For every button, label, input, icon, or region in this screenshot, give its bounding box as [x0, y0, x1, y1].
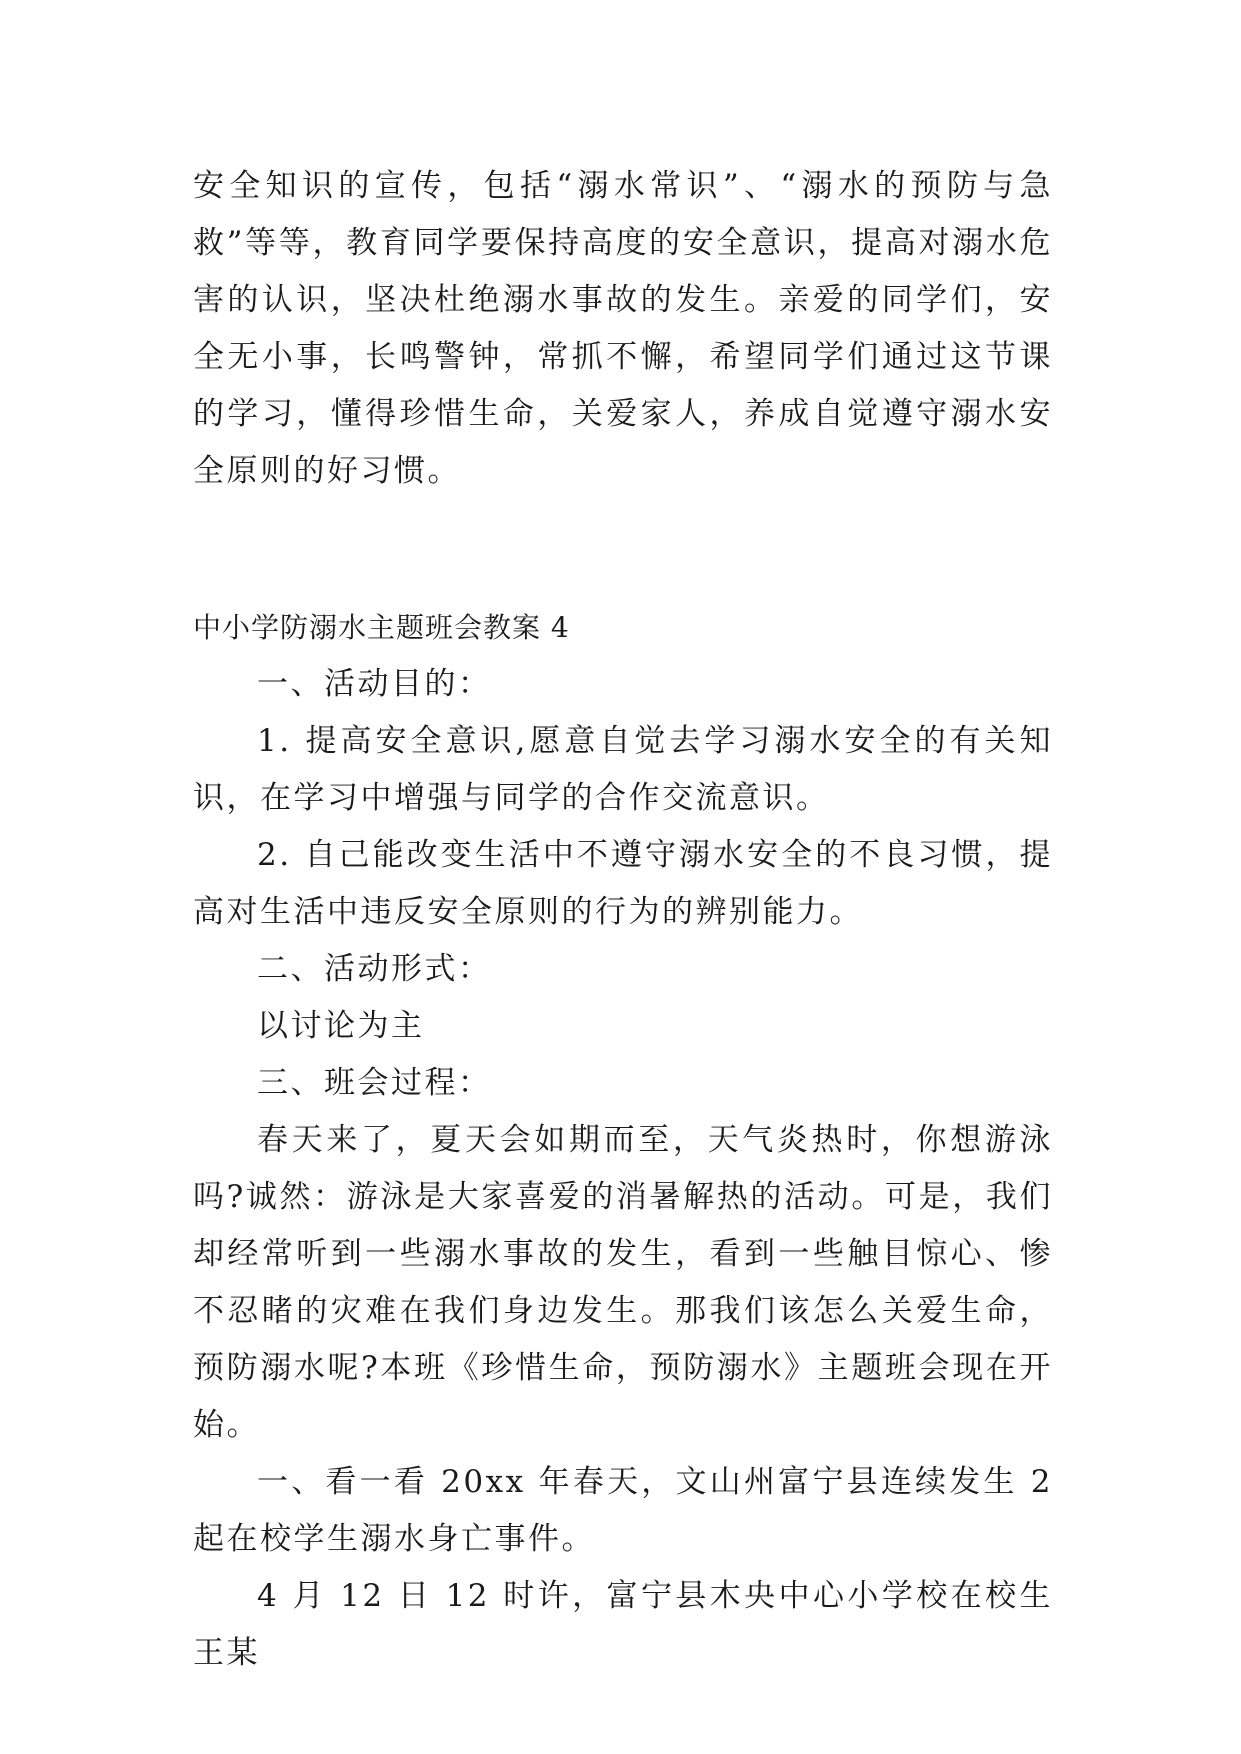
heading-form: 二、活动形式： — [257, 951, 492, 987]
section-title: 中小学防溺水主题班会教案 4 — [193, 611, 570, 644]
heading-process: 三、班会过程： — [257, 1065, 492, 1101]
document-body — [193, 158, 1053, 1682]
heading-objectives: 一、活动目的： — [257, 666, 492, 702]
paragraph-continued: 安全知识的宣传，包括“溺水常识”、“溺水的预防与急救”等等，教育同学要保持高度的安全意识，提高对溺水危害的认识，坚决杜绝溺水事故的发生。亲爱的同学们，安全无小事，长鸣警钟，常抓不懈，希望同学们通过这节课的学习，懂得珍惜生命，关爱家人，养成自觉遵守溺水安全原则的好习惯。 — [193, 168, 1053, 489]
look-item: 一、看一看 20xx 年春天，文山州富宁县连续发生 2 起在校学生溺水身亡事件。 — [193, 1464, 1053, 1557]
incident-start: 4 月 12 日 12 时许，富宁县木央中心小学校在校生王某 — [193, 1578, 1053, 1671]
objective-2: 2. 自己能改变生活中不遵守溺水安全的不良习惯，提高对生活中违反安全原则的行为的辨别能力。 — [193, 837, 1053, 930]
process-intro: 春天来了，夏天会如期而至，天气炎热时，你想游泳吗?诚然：游泳是大家喜爱的消暑解热的活动。可是，我们却经常听到一些溺水事故的发生，看到一些触目惊心、惨不忍睹的灾难在我们身边发生。那我们该怎么关爱生命，预防溺水呢?本班《珍惜生命，预防溺水》主题班会现在开始。 — [193, 1122, 1053, 1443]
form-text: 以讨论为主 — [257, 1008, 425, 1044]
objective-1: 1. 提高安全意识,愿意自觉去学习溺水安全的有关知识，在学习中增强与同学的合作交流意识。 — [193, 723, 1053, 816]
section-spacer — [193, 500, 1053, 599]
